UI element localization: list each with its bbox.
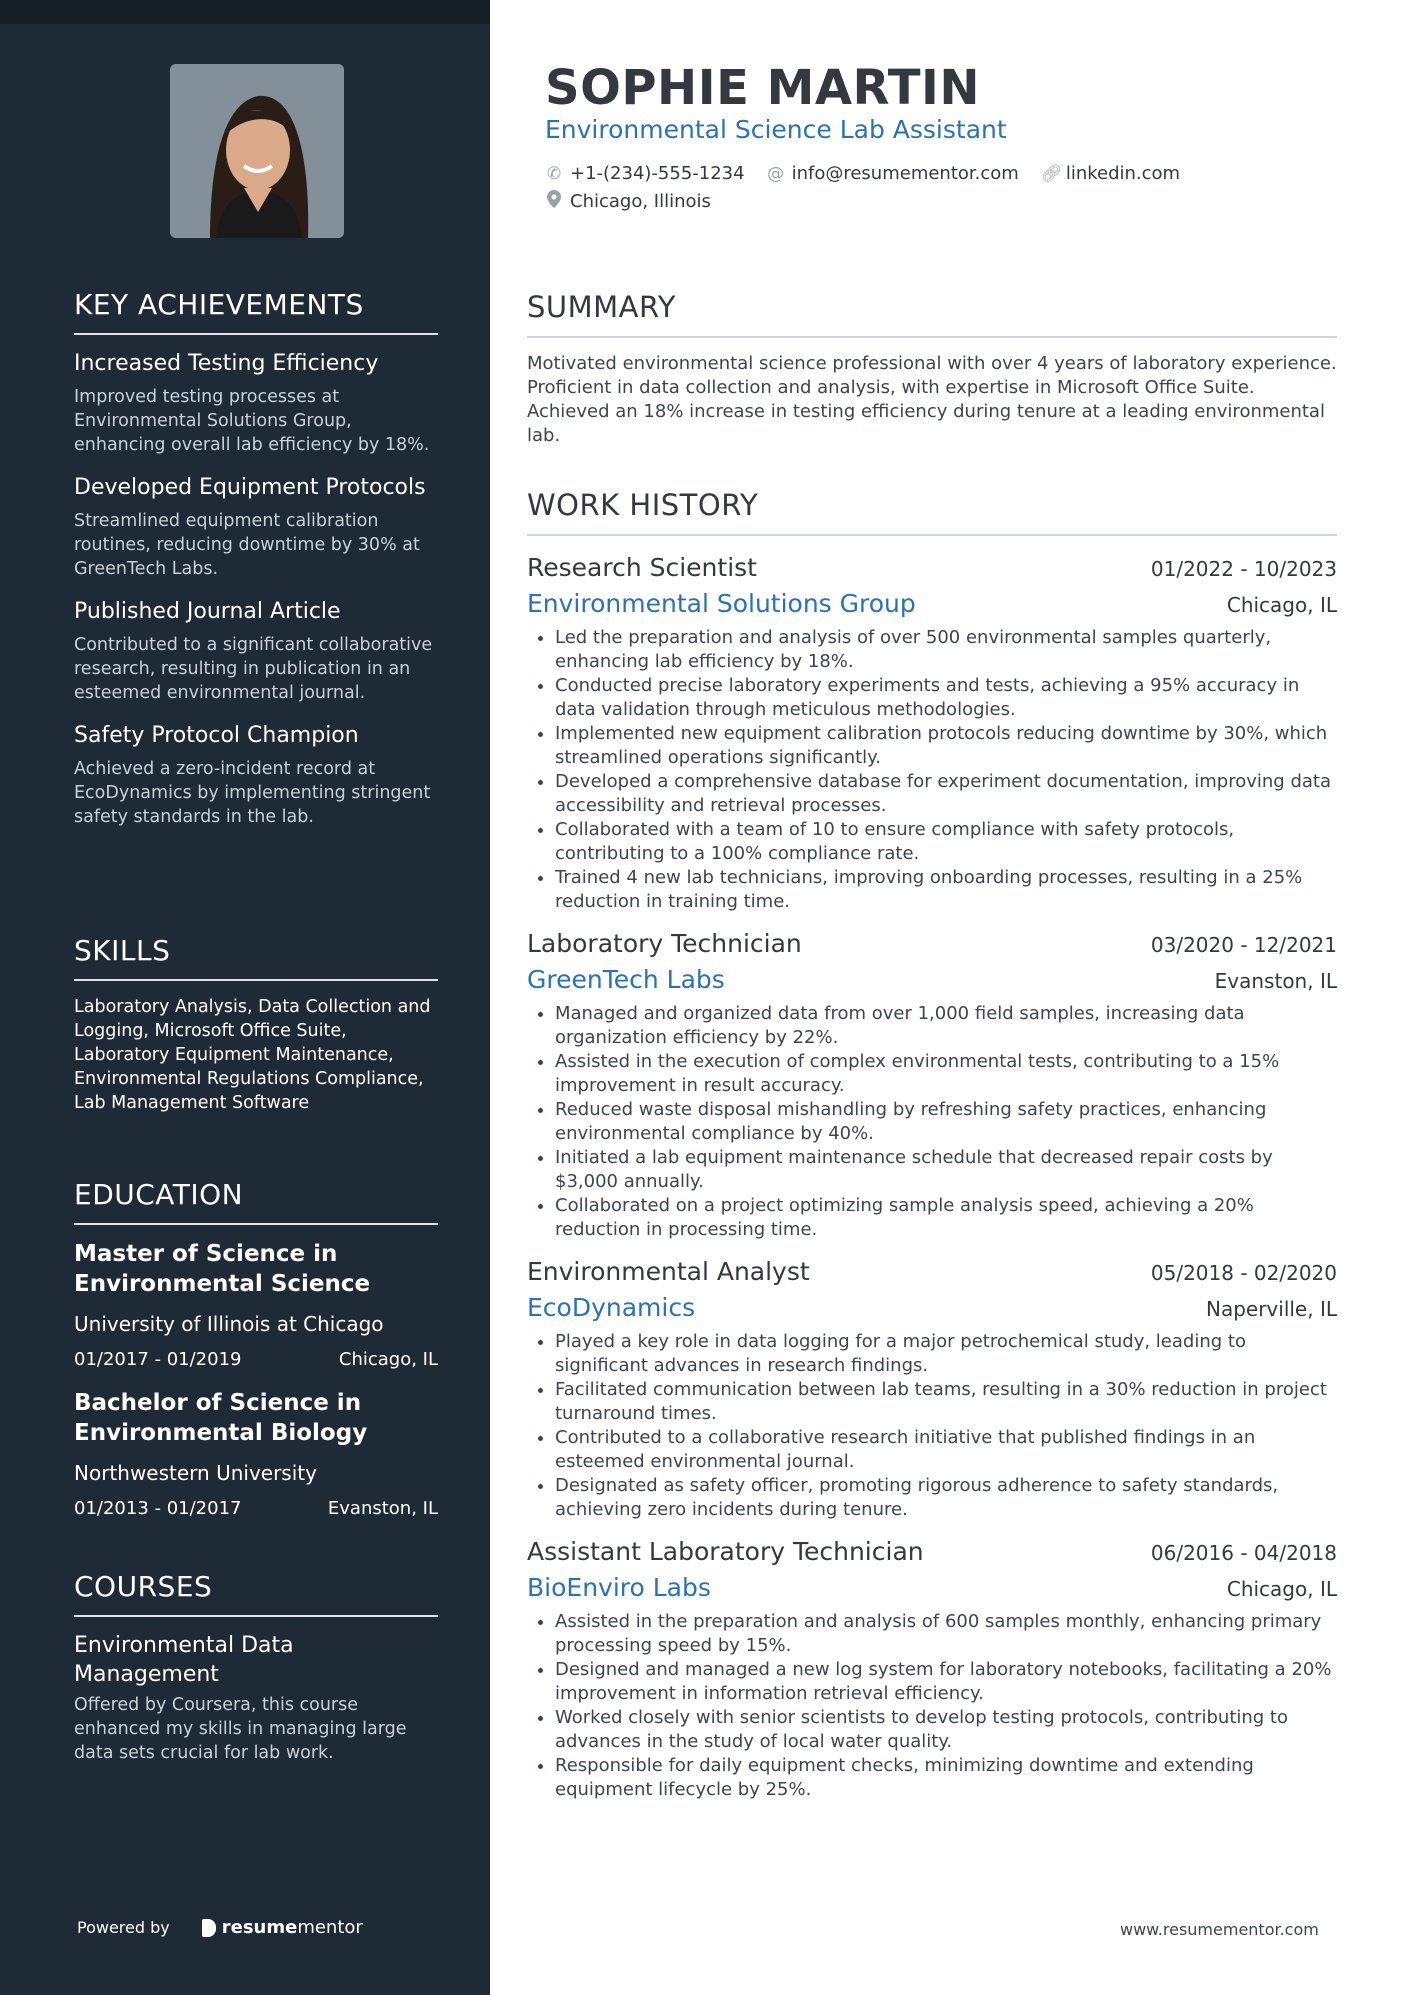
job-bullet: • Collaborated on a project optimizing sample analysis speed, achieving a 20% reduction in processing time.: [555, 1194, 1337, 1242]
job-bullet: • Led the preparation and analysis of over 500 environmental samples quarterly, enhancing lab efficiency by 18%.: [555, 626, 1337, 674]
contact-linkedin[interactable]: [1041, 163, 1180, 184]
job-entry: [527, 926, 1337, 1242]
job-dates: 01/2022 - 10/2023: [1150, 557, 1337, 581]
brand-name-bold: resume: [221, 1917, 298, 1938]
job-dates: 05/2018 - 02/2020: [1150, 1261, 1337, 1285]
job-bullet: • Trained 4 new lab technicians, improving onboarding processes, resulting in a 25% reduction in training time.: [555, 866, 1337, 914]
job-title-row: [527, 550, 1337, 586]
job-bullet: • Conducted precise laboratory experiments and tests, achieving a 95% accuracy in data validation through meticulous methodologies.: [555, 674, 1337, 722]
job-dates: 03/2020 - 12/2021: [1150, 933, 1337, 957]
job-bullets: [527, 1610, 1337, 1802]
job-bullet: • Initiated a lab equipment maintenance schedule that decreased repair costs by $3,000 annually.: [555, 1146, 1337, 1194]
achievement-title: Increased Testing Efficiency: [74, 351, 379, 376]
profile-photo-illustration: [170, 64, 344, 238]
job-title-row: [527, 926, 1337, 962]
contact-row: [545, 163, 1202, 184]
brand-name-light: mentor: [297, 1917, 363, 1938]
contact-phone[interactable]: [545, 163, 745, 184]
job-company: EcoDynamics: [527, 1293, 696, 1322]
job-dates: 06/2016 - 04/2018: [1150, 1541, 1337, 1565]
education-location: Evanston, IL: [327, 1498, 438, 1519]
achievement-title: Safety Protocol Champion: [74, 723, 359, 748]
job-company: BioEnviro Labs: [527, 1573, 711, 1602]
job-bullets: [527, 1002, 1337, 1242]
job-title-row: [527, 1254, 1337, 1290]
education-meta: [74, 1498, 438, 1519]
candidate-title: Environmental Science Lab Assistant: [545, 115, 1007, 144]
job-bullet: • Facilitated communication between lab teams, resulting in a 30% reduction in project turnaround times.: [555, 1378, 1337, 1426]
job-location: Evanston, IL: [1214, 969, 1337, 993]
phone-icon: ✆: [546, 163, 562, 184]
job-bullet: • Assisted in the preparation and analysis of 600 samples monthly, enhancing primary processing speed by 15%.: [555, 1610, 1337, 1658]
job-bullet: • Contributed to a collaborative research initiative that published findings in an esteemed environmental journal.: [555, 1426, 1337, 1474]
link-icon: 🔗︎: [1040, 163, 1063, 184]
job-bullet: • Managed and organized data from over 1,000 field samples, increasing data organization efficiency by 22%.: [555, 1002, 1337, 1050]
job-location: Chicago, IL: [1226, 1577, 1337, 1601]
profile-photo: [170, 64, 344, 238]
education-item: [74, 1239, 438, 1370]
education-heading: EDUCATION: [74, 1178, 438, 1225]
education-degree: Bachelor of Science in Environmental Biology: [74, 1390, 368, 1446]
achievement-title: Developed Equipment Protocols: [74, 475, 426, 500]
contact-email[interactable]: [767, 163, 1019, 184]
course-item: [74, 1631, 438, 1765]
job-entry: [527, 1254, 1337, 1522]
job-bullet: • Played a key role in data logging for a major petrochemical study, leading to significant advances in research findings.: [555, 1330, 1337, 1378]
achievement-item: [74, 349, 438, 457]
work-section: [527, 488, 1337, 1802]
contact-row: [545, 190, 733, 213]
education-section: [74, 1178, 438, 1537]
main-content: [527, 290, 1337, 1814]
job-company-row: [527, 962, 1337, 998]
job-company: Environmental Solutions Group: [527, 589, 916, 618]
courses-heading: COURSES: [74, 1570, 438, 1617]
course-title: Environmental Data Management: [74, 1633, 294, 1687]
job-bullet: • Designed and managed a new log system for laboratory notebooks, facilitating a 20% improvement in information retrieval efficiency.: [555, 1658, 1337, 1706]
achievement-title: Published Journal Article: [74, 599, 341, 624]
job-bullets: [527, 626, 1337, 914]
job-title: Assistant Laboratory Technician: [527, 1537, 924, 1566]
skills-heading: SKILLS: [74, 934, 438, 981]
education-item: [74, 1388, 438, 1519]
powered-by: [77, 1917, 363, 1938]
job-bullet: • Responsible for daily equipment checks, minimizing downtime and extending equipment lifecycle by 25%.: [555, 1754, 1337, 1802]
skills-section: [74, 934, 438, 1115]
job-bullet: • Reduced waste disposal mishandling by refreshing safety practices, enhancing environmental compliance by 40%.: [555, 1098, 1337, 1146]
job-bullets: [527, 1330, 1337, 1522]
courses-section: [74, 1570, 438, 1765]
job-title: Research Scientist: [527, 553, 757, 582]
job-entry: [527, 550, 1337, 914]
at-icon: @: [767, 163, 785, 184]
job-company-row: [527, 586, 1337, 622]
candidate-name: SOPHIE MARTIN: [545, 60, 981, 116]
achievement-desc: Contributed to a significant collaborative research, resulting in publication in an esteemed environmental journal.: [74, 635, 433, 703]
course-desc: Offered by Coursera, this course enhanced my skills in managing large data sets crucial for lab work.: [74, 1695, 407, 1763]
phone-text: +1-(234)-555-1234: [570, 163, 745, 184]
achievements-section: [74, 288, 438, 845]
education-meta: [74, 1349, 438, 1370]
summary-section: [527, 290, 1337, 448]
summary-heading: SUMMARY: [527, 290, 1337, 338]
achievement-item: [74, 721, 438, 829]
job-company-row: [527, 1290, 1337, 1326]
job-entry: [527, 1534, 1337, 1802]
job-title: Laboratory Technician: [527, 929, 802, 958]
job-bullet: • Assisted in the execution of complex environmental tests, contributing to a 15% improvement in result accuracy.: [555, 1050, 1337, 1098]
location-text: Chicago, Illinois: [570, 191, 711, 212]
sidebar: [0, 0, 490, 1995]
achievements-heading: KEY ACHIEVEMENTS: [74, 288, 438, 335]
achievement-item: [74, 597, 438, 705]
brand-logo[interactable]: [202, 1917, 363, 1938]
education-dates: 01/2017 - 01/2019: [74, 1349, 242, 1370]
job-location: Chicago, IL: [1226, 593, 1337, 617]
location-pin-icon: [545, 190, 563, 213]
email-text: info@resumementor.com: [791, 163, 1019, 184]
powered-by-label: Powered by: [77, 1918, 170, 1937]
education-school: Northwestern University: [74, 1461, 317, 1485]
contact-location: [545, 190, 711, 213]
education-location: Chicago, IL: [338, 1349, 438, 1370]
brand-mark-icon: [202, 1919, 216, 1937]
job-bullet: • Designated as safety officer, promoting rigorous adherence to safety standards, achieving zero incidents during tenure.: [555, 1474, 1337, 1522]
education-dates: 01/2013 - 01/2017: [74, 1498, 242, 1519]
education-degree: Master of Science in Environmental Science: [74, 1241, 371, 1297]
footer-url[interactable]: www.resumementor.com: [1120, 1920, 1319, 1939]
job-title: Environmental Analyst: [527, 1257, 810, 1286]
achievement-desc: Improved testing processes at Environmental Solutions Group, enhancing overall lab efficiency by 18%.: [74, 387, 430, 455]
achievement-desc: Streamlined equipment calibration routines, reducing downtime by 30% at GreenTech Labs.: [74, 511, 420, 579]
job-company-row: [527, 1570, 1337, 1606]
job-bullet: • Collaborated with a team of 10 to ensure compliance with safety protocols, contributing to a 100% compliance rate.: [555, 818, 1337, 866]
job-bullet: • Developed a comprehensive database for experiment documentation, improving data accessibility and retrieval processes.: [555, 770, 1337, 818]
job-bullet: • Worked closely with senior scientists to develop testing protocols, contributing to advances in the study of local water quality.: [555, 1706, 1337, 1754]
education-school: University of Illinois at Chicago: [74, 1312, 384, 1336]
work-heading: WORK HISTORY: [527, 488, 1337, 536]
job-title-row: [527, 1534, 1337, 1570]
skills-list: Laboratory Analysis, Data Collection and Logging, Microsoft Office Suite, Laboratory Equipment Maintenance, Environmental Regulations Compliance, Lab Management Software: [74, 997, 431, 1113]
achievement-item: [74, 473, 438, 581]
job-location: Naperville, IL: [1205, 1297, 1337, 1321]
job-company: GreenTech Labs: [527, 965, 725, 994]
achievement-desc: Achieved a zero-incident record at EcoDynamics by implementing stringent safety standards in the lab.: [74, 759, 431, 827]
job-bullet: • Implemented new equipment calibration protocols reducing downtime by 30%, which streamlined operations significantly.: [555, 722, 1337, 770]
sidebar-top-strip: [0, 0, 490, 24]
summary-text: Motivated environmental science professional with over 4 years of laboratory experience. Proficient in data collection and analysis, with expertise in Microsoft Office Suite. Achieved an 18% increase in testing efficiency during tenure at a leading environmental lab.: [527, 353, 1337, 446]
linkedin-text: linkedin.com: [1065, 163, 1181, 184]
